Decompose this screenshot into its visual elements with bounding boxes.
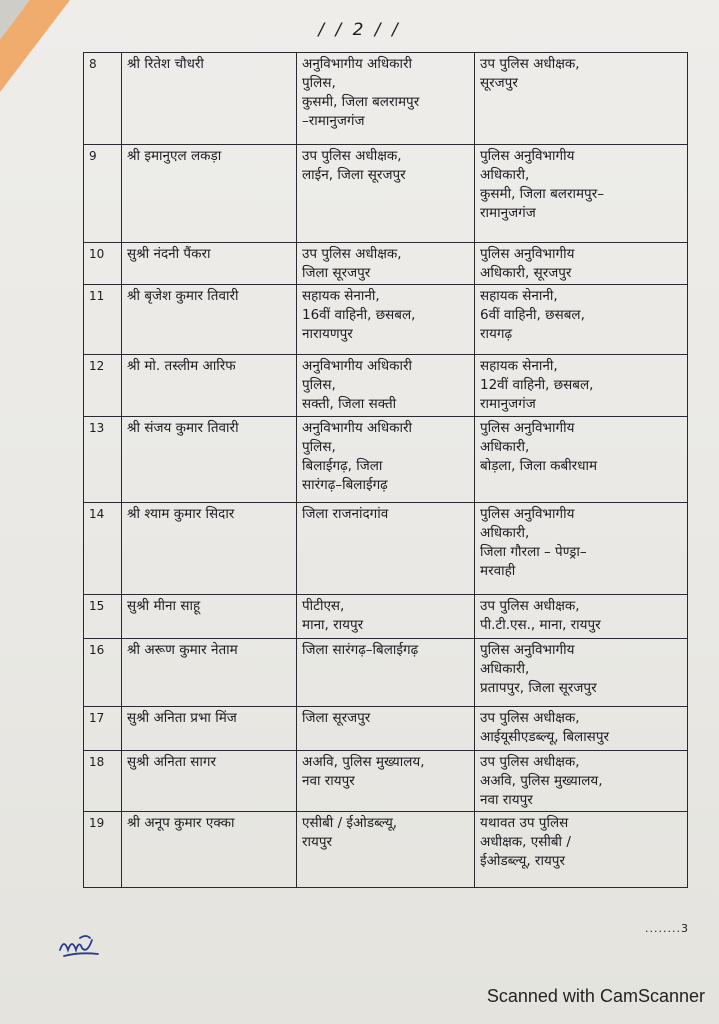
posting-line: नवा रायपुर (480, 792, 533, 808)
posting-line: रायगढ़ (480, 326, 513, 342)
posting-line: अधिकारी, (480, 167, 530, 183)
current-posting-cell (297, 53, 475, 145)
table-row (84, 145, 688, 243)
camscanner-watermark: Scanned with CamScanner (486, 986, 705, 1006)
posting-line: पुलिस, (302, 75, 336, 91)
posting-line: अधिकारी, (480, 525, 530, 541)
table-row (84, 751, 688, 812)
posting-line: सहायक सेनानी, (302, 288, 380, 304)
officer-name-cell: सुश्री अनिता प्रभा मिंज (122, 707, 297, 751)
officer-name-cell: श्री इमानुएल लकड़ा (122, 145, 297, 243)
new-posting-cell (475, 285, 688, 355)
posting-line: रामानुजगंज (480, 396, 536, 412)
table-row (84, 707, 688, 751)
new-posting-cell (475, 53, 688, 145)
officer-name-cell: सुश्री नंदनी पैंकरा (122, 243, 297, 285)
posting-line: नारायणपुर (302, 326, 353, 342)
new-posting-cell (475, 503, 688, 595)
posting-line: सूरजपुर (480, 75, 518, 91)
posting-line: बिलाईगढ़, जिला (302, 458, 383, 474)
next-page-marker: ........3 (645, 922, 689, 935)
current-posting-cell (297, 595, 475, 639)
posting-line: अधिकारी, (480, 661, 530, 677)
posting-line: प्रतापपुर, जिला सूरजपुर (480, 680, 597, 696)
posting-line: जिला सूरजपुर (302, 265, 371, 281)
posting-line: अअवि, पुलिस मुख्यालय, (302, 754, 425, 770)
new-posting-cell (475, 751, 688, 812)
posting-line: पुलिस अनुविभागीय (480, 148, 575, 164)
current-posting-cell (297, 417, 475, 503)
posting-line: अनुविभागीय अधिकारी (302, 358, 413, 374)
posting-line: सारंगढ़–बिलाईगढ़ (302, 477, 388, 493)
officer-name-cell: श्री संजय कुमार तिवारी (122, 417, 297, 503)
table-row (84, 285, 688, 355)
posting-line: पुलिस अनुविभागीय (480, 642, 575, 658)
posting-line: एसीबी / ईओडब्ल्यू, (302, 815, 398, 831)
posting-line: कुसमी, जिला बलरामपुर– (480, 186, 604, 202)
serial-number-cell: 12 (84, 355, 122, 417)
new-posting-cell (475, 355, 688, 417)
posting-line: पुलिस अनुविभागीय (480, 420, 575, 436)
posting-line: उप पुलिस अधीक्षक, (480, 754, 580, 770)
current-posting-cell (297, 812, 475, 888)
posting-line: सहायक सेनानी, (480, 358, 558, 374)
transfer-table (83, 52, 688, 888)
serial-number-cell: 19 (84, 812, 122, 888)
current-posting-cell (297, 751, 475, 812)
posting-line: सक्ती, जिला सक्ती (302, 396, 397, 412)
posting-line: सहायक सेनानी, (480, 288, 558, 304)
new-posting-cell (475, 595, 688, 639)
table-row (84, 503, 688, 595)
posting-line: पुलिस, (302, 377, 336, 393)
new-posting-cell (475, 812, 688, 888)
officer-name-cell: श्री मो. तस्लीम आरिफ (122, 355, 297, 417)
posting-line: जिला सूरजपुर (302, 710, 371, 726)
officer-name-cell: श्री बृजेश कुमार तिवारी (122, 285, 297, 355)
officer-name-cell: श्री अरूण कुमार नेताम (122, 639, 297, 707)
new-posting-cell (475, 145, 688, 243)
table-row (84, 243, 688, 285)
posting-line: यथावत उप पुलिस (480, 815, 569, 831)
posting-line: पुलिस अनुविभागीय (480, 506, 575, 522)
serial-number-cell: 18 (84, 751, 122, 812)
officer-name-cell: श्री श्याम कुमार सिदार (122, 503, 297, 595)
officer-name-cell: श्री अनूप कुमार एक्का (122, 812, 297, 888)
serial-number-cell: 14 (84, 503, 122, 595)
posting-line: अनुविभागीय अधिकारी (302, 420, 413, 436)
posting-line: ईओडब्ल्यू, रायपुर (480, 853, 565, 869)
posting-line: उप पुलिस अधीक्षक, (302, 148, 402, 164)
posting-line: आईयूसीएडब्ल्यू, बिलासपुर (480, 729, 610, 745)
posting-line: अधिकारी, सूरजपुर (480, 265, 572, 281)
posting-line: मरवाही (480, 563, 516, 579)
serial-number-cell: 11 (84, 285, 122, 355)
signature-initials (58, 930, 108, 960)
posting-line: पुलिस, (302, 439, 336, 455)
posting-line: रामानुजगंज (480, 205, 536, 221)
table-row (84, 812, 688, 888)
posting-line: अअवि, पुलिस मुख्यालय, (480, 773, 603, 789)
new-posting-cell (475, 639, 688, 707)
serial-number-cell: 10 (84, 243, 122, 285)
current-posting-cell (297, 639, 475, 707)
posting-line: कुसमी, जिला बलरामपुर (302, 94, 420, 110)
page-number: / / 2 / / (318, 20, 401, 40)
posting-line: पीटीएस, (302, 598, 345, 614)
posting-line: माना, रायपुर (302, 617, 364, 633)
officer-name-cell: सुश्री अनिता सागर (122, 751, 297, 812)
new-posting-cell (475, 243, 688, 285)
serial-number-cell: 13 (84, 417, 122, 503)
posting-line: जिला राजनांदगांव (302, 506, 389, 522)
posting-line: जिला सारंगढ़–बिलाईगढ़ (302, 642, 419, 658)
posting-line: 12वीं वाहिनी, छसबल, (480, 377, 594, 393)
posting-line: पी.टी.एस., माना, रायपुर (480, 617, 601, 633)
posting-line: लाईन, जिला सूरजपुर (302, 167, 406, 183)
table-row (84, 639, 688, 707)
posting-line: रायपुर (302, 834, 333, 850)
table-row (84, 355, 688, 417)
current-posting-cell (297, 285, 475, 355)
officer-name-cell: श्री रितेश चौधरी (122, 53, 297, 145)
officer-name-cell: सुश्री मीना साहू (122, 595, 297, 639)
current-posting-cell (297, 503, 475, 595)
new-posting-cell (475, 417, 688, 503)
posting-line: उप पुलिस अधीक्षक, (302, 246, 402, 262)
serial-number-cell: 17 (84, 707, 122, 751)
current-posting-cell (297, 355, 475, 417)
posting-line: बोड़ला, जिला कबीरधाम (480, 458, 598, 474)
posting-line: अनुविभागीय अधिकारी (302, 56, 413, 72)
posting-line: 6वीं वाहिनी, छसबल, (480, 307, 585, 323)
serial-number-cell: 15 (84, 595, 122, 639)
table-row (84, 595, 688, 639)
posting-line: नवा रायपुर (302, 773, 355, 789)
posting-line: –रामानुजगंज (302, 113, 365, 129)
table-row (84, 53, 688, 145)
table-row (84, 417, 688, 503)
posting-line: 16वीं वाहिनी, छसबल, (302, 307, 416, 323)
serial-number-cell: 16 (84, 639, 122, 707)
current-posting-cell (297, 145, 475, 243)
current-posting-cell (297, 243, 475, 285)
current-posting-cell (297, 707, 475, 751)
posting-line: उप पुलिस अधीक्षक, (480, 710, 580, 726)
new-posting-cell (475, 707, 688, 751)
serial-number-cell: 8 (84, 53, 122, 145)
posting-line: जिला गौरला – पेण्ड्रा– (480, 544, 587, 560)
posting-line: अधीक्षक, एसीबी / (480, 834, 571, 850)
posting-line: अधिकारी, (480, 439, 530, 455)
posting-line: उप पुलिस अधीक्षक, (480, 598, 580, 614)
posting-line: पुलिस अनुविभागीय (480, 246, 575, 262)
posting-line: उप पुलिस अधीक्षक, (480, 56, 580, 72)
serial-number-cell: 9 (84, 145, 122, 243)
